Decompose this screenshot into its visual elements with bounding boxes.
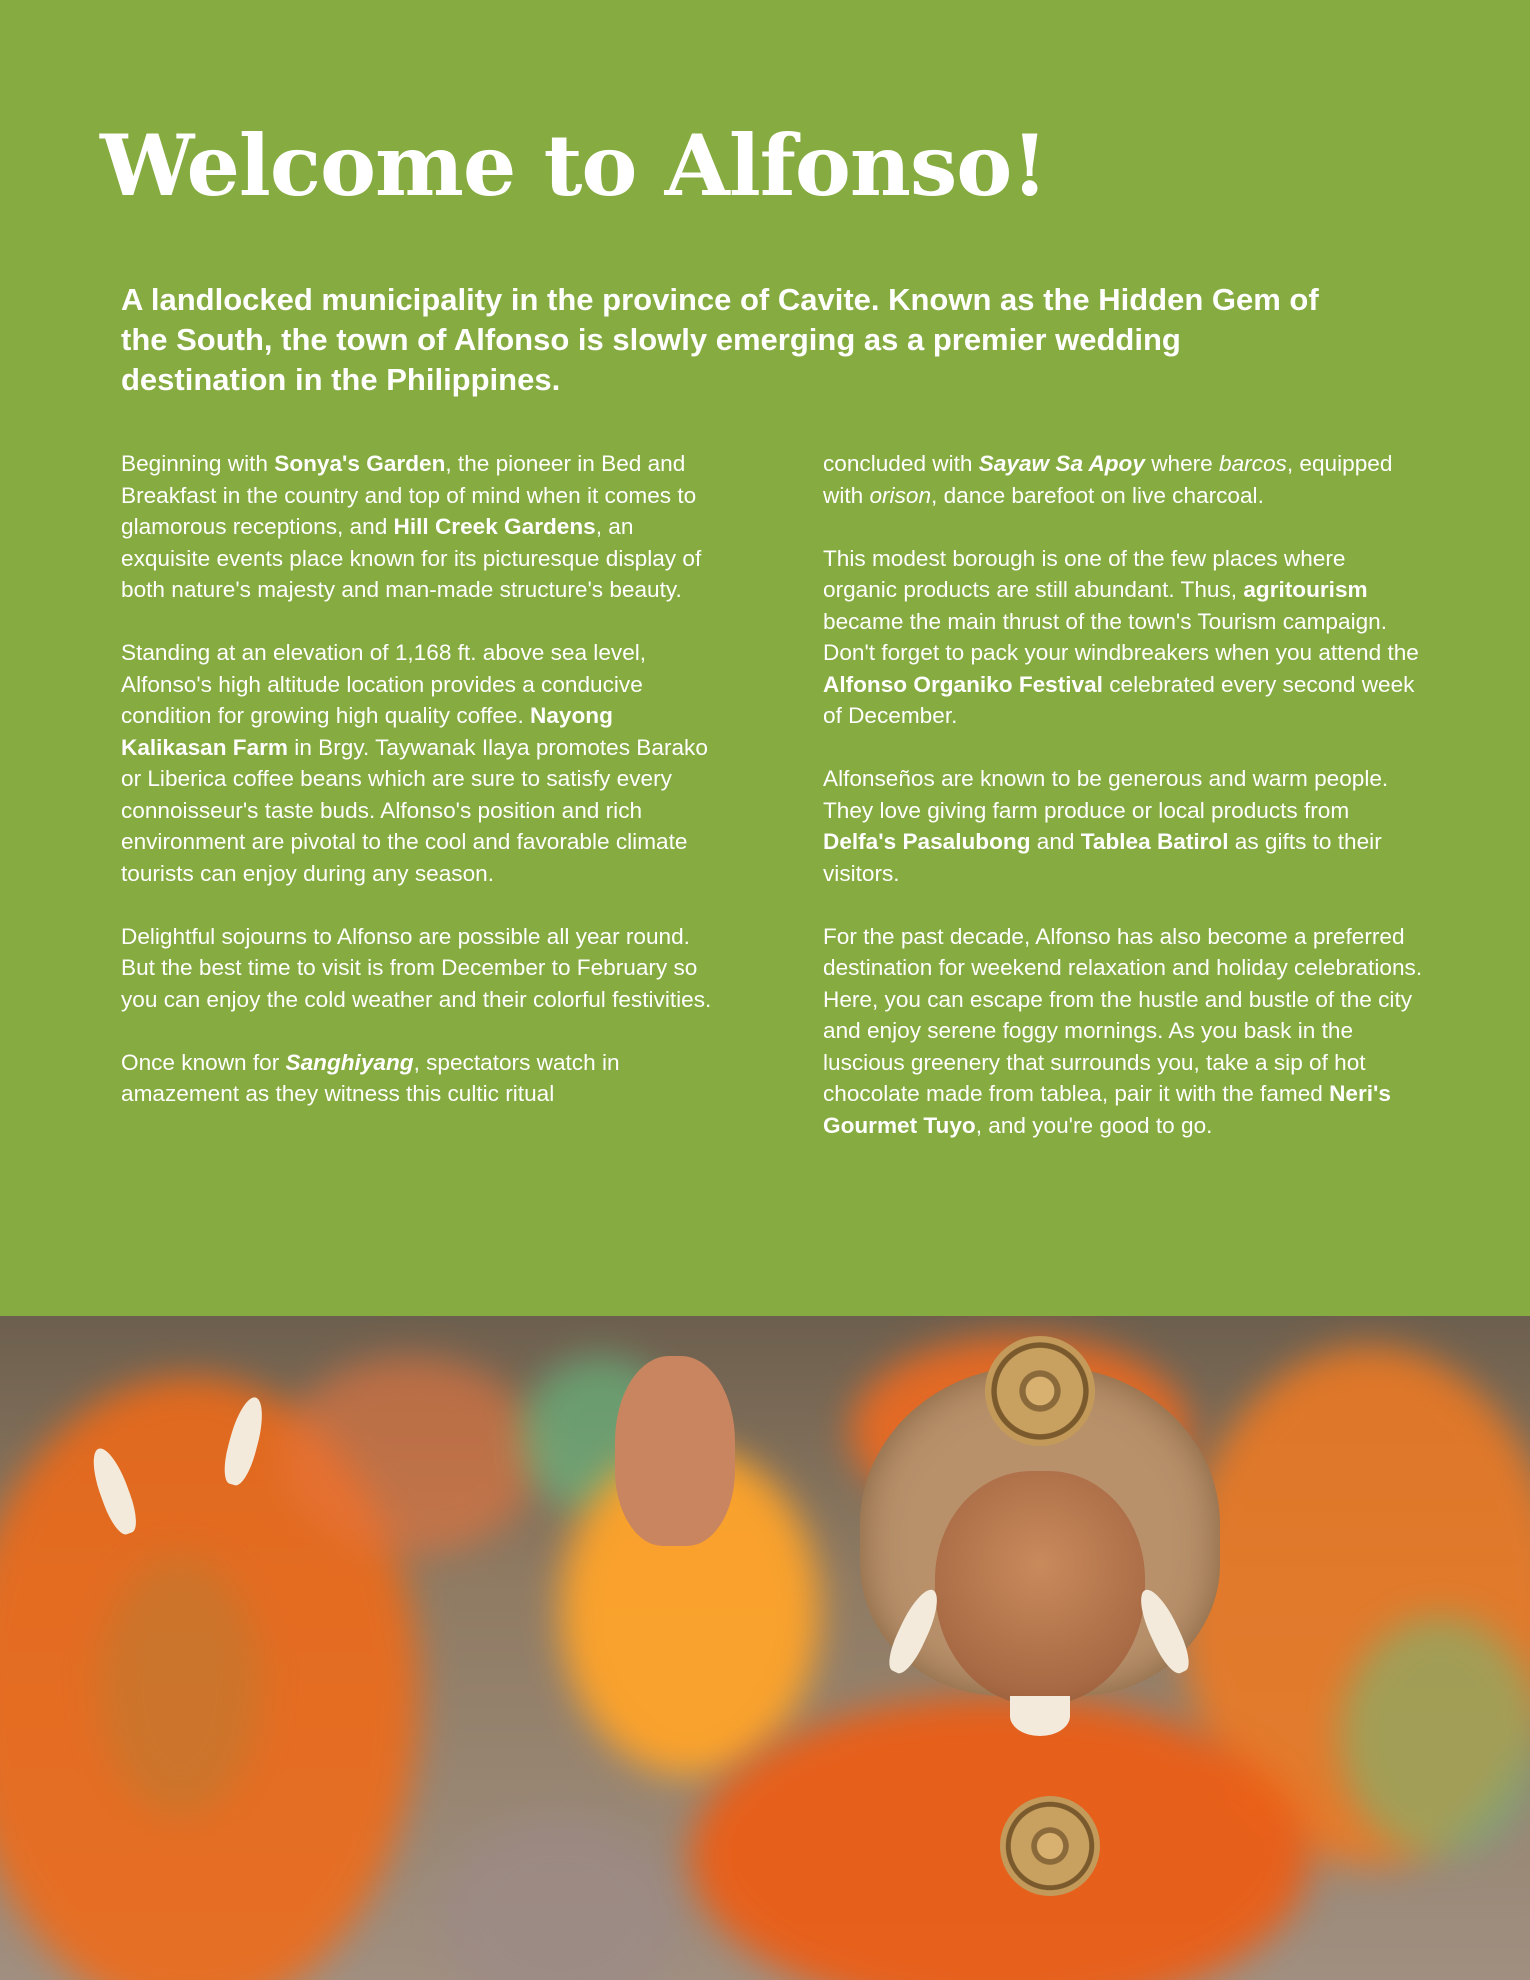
right-text-column: [823, 448, 1423, 1173]
lead-paragraph: A landlocked municipality in the province of Cavite. Known as the Hidden Gem of the South, the town of Alfonso is slowly emerging as a premier wedding destination in the Philippines.: [121, 282, 1319, 397]
page-title: Welcome to Alfonso!: [100, 116, 1048, 215]
dancer-face: [935, 1471, 1145, 1706]
costume-blur-left-detail: [100, 1556, 260, 1816]
left-text-column: [121, 448, 721, 1141]
left-paragraph-3: Delightful sojourns to Alfonso are possible all year round. But the best time to visit is from December to February so you can enjoy the cold weather and their colorful festivities.: [121, 923, 712, 1012]
tusk-ornament: [1010, 1696, 1070, 1736]
left-paragraph-4: Once known for Sanghiyang, spectators watch in amazement as they witness this cultic ritual: [121, 1049, 620, 1106]
raised-hand: [615, 1356, 735, 1546]
right-paragraph-2: This modest borough is one of the few places where organic products are still abundant. Thus, agritourism became the main thrust of the town's Tourism campaign. Don't forget to pack your windbreakers when you attend the Alfonso Organiko Festival celebrated every second week of December.: [823, 545, 1419, 728]
headdress-medallion: [985, 1336, 1095, 1446]
chest-medallion: [1000, 1796, 1100, 1896]
street-blur: [440, 1816, 680, 1980]
festival-dancer-photo: [0, 1316, 1530, 1980]
left-paragraph-2: Standing at an elevation of 1,168 ft. above sea level, Alfonso's high altitude location provides a conducive condition for growing high quality coffee. Nayong Kalikasan Farm in Brgy. Taywanak Ilaya promotes Barako or Liberica coffee beans which are sure to satisfy every connoisseur's taste buds. Alfonso's position and rich environment are pivotal to the cool and favorable climate tourists can enjoy during any season.: [121, 640, 708, 886]
right-paragraph-1: concluded with Sayaw Sa Apoy where barcos, equipped with orison, dance barefoot on live charcoal.: [823, 451, 1393, 508]
right-paragraph-4: For the past decade, Alfonso has also become a preferred destination for weekend relaxation and holiday celebrations. Here, you can escape from the hustle and bustle of the city and enjoy serene foggy mornings. As you bask in the luscious greenery that surrounds you, take a sip of hot chocolate made from tablea, pair it with the famed Neri's Gourmet Tuyo, and you're good to go.: [823, 923, 1423, 1138]
left-paragraph-1: Beginning with Sonya's Garden, the pioneer in Bed and Breakfast in the country and top of mind when it comes to glamorous receptions, and Hill Creek Gardens, an exquisite events place known for its picturesque display of both nature's majesty and man-made structure's beauty.: [121, 451, 702, 602]
right-paragraph-3: Alfonseños are known to be generous and warm people. They love giving farm produce or local products from Delfa's Pasalubong and Tablea Batirol as gifts to their visitors.: [823, 766, 1389, 886]
costume-blur-left-top: [280, 1356, 540, 1556]
green-costume-blur-right: [1340, 1616, 1530, 1856]
